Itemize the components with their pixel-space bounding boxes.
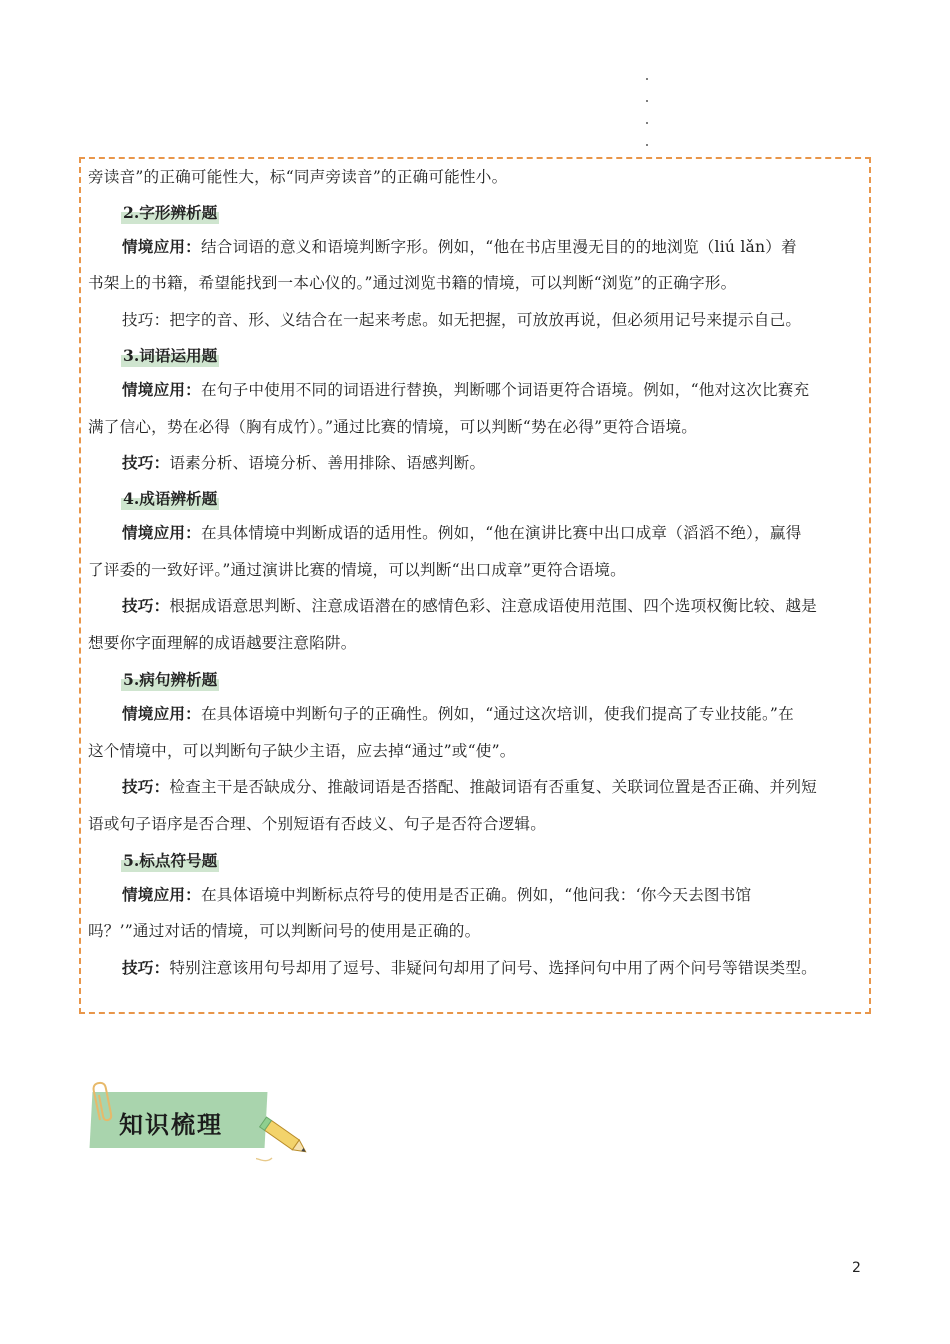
s5b-app-line1: 情境应用：在具体语境中判断标点符号的使用是否正确。例如，“他问我：‘你今天去图书馆: [122, 885, 752, 904]
s5a-app-line1: 情境应用：在具体语境中判断句子的正确性。例如，“通过这次培训，使我们提高了专业技能。”在: [122, 704, 794, 723]
section-heading-5a: 5.病句辨析题: [123, 670, 218, 689]
paperclip-icon: [90, 1080, 120, 1124]
top-line: 旁读音”的正确可能性大，标“同声旁读音”的正确可能性小。: [88, 168, 508, 186]
s5b-tip: 技巧：特别注意该用句号却用了逗号、非疑问句却用了问号、选择问句中用了两个问号等错误类型。: [122, 958, 817, 977]
vertical-dots: [645, 78, 651, 166]
section-banner: [86, 1080, 316, 1170]
banner-title: 知识梳理: [119, 1111, 223, 1139]
s5a-tip-line2: 语或句子语序是否合理、个别短语有否歧义、句子是否符合逻辑。: [88, 815, 547, 833]
s4-app-line2: 了评委的一致好评。”通过演讲比赛的情境，可以判断“出口成章”更符合语境。: [88, 561, 626, 579]
s2-tip: 技巧：把字的音、形、义结合在一起来考虑。如无把握，可放放再说，但必须用记号来提示自己。: [122, 311, 802, 329]
section-heading-3: 3.词语运用题: [123, 346, 218, 365]
content-box: [79, 157, 871, 1014]
s3-app-line1: 情境应用：在句子中使用不同的词语进行替换，判断哪个词语更符合语境。例如，“他对这次比赛充: [122, 380, 810, 399]
s3-tip: 技巧：语素分析、语境分析、善用排除、语感判断。: [122, 453, 486, 472]
s5a-app-line2: 这个情境中，可以判断句子缺少主语，应去掉“通过”或“使”。: [88, 742, 516, 760]
s3-app-line2: 满了信心，势在必得（胸有成竹）。”通过比赛的情境，可以判断“势在必得”更符合语境。: [88, 418, 698, 436]
s5b-app-line2: 吗？’”通过对话的情境，可以判断问号的使用是正确的。: [88, 922, 481, 940]
page-number: 2: [852, 1260, 861, 1276]
s4-tip-line1: 技巧：根据成语意思判断、注意成语潜在的感情色彩、注意成语使用范围、四个选项权衡比较、越是: [122, 596, 817, 615]
s4-tip-line2: 想要你字面理解的成语越要注意陷阱。: [88, 634, 357, 652]
s4-app-line1: 情境应用：在具体情境中判断成语的适用性。例如，“他在演讲比赛中出口成章（滔滔不绝），赢得: [122, 523, 802, 542]
section-heading-5b: 5.标点符号题: [123, 851, 218, 870]
s5a-tip-line1: 技巧：检查主干是否缺成分、推敲词语是否搭配、推敲词语有否重复、关联词位置是否正确、并列短: [122, 777, 817, 796]
section-heading-2: 2.字形辨析题: [123, 203, 218, 222]
section-heading-4: 4.成语辨析题: [123, 489, 218, 508]
s2-app-line1: 情境应用：结合词语的意义和语境判断字形。例如，“他在书店里漫无目的的地浏览（liú lǎn）着: [122, 237, 797, 256]
s2-app-line2: 书架上的书籍，希望能找到一本心仪的。”通过浏览书籍的情境，可以判断“浏览”的正确字形。: [88, 274, 737, 292]
pencil-icon: [256, 1110, 316, 1170]
